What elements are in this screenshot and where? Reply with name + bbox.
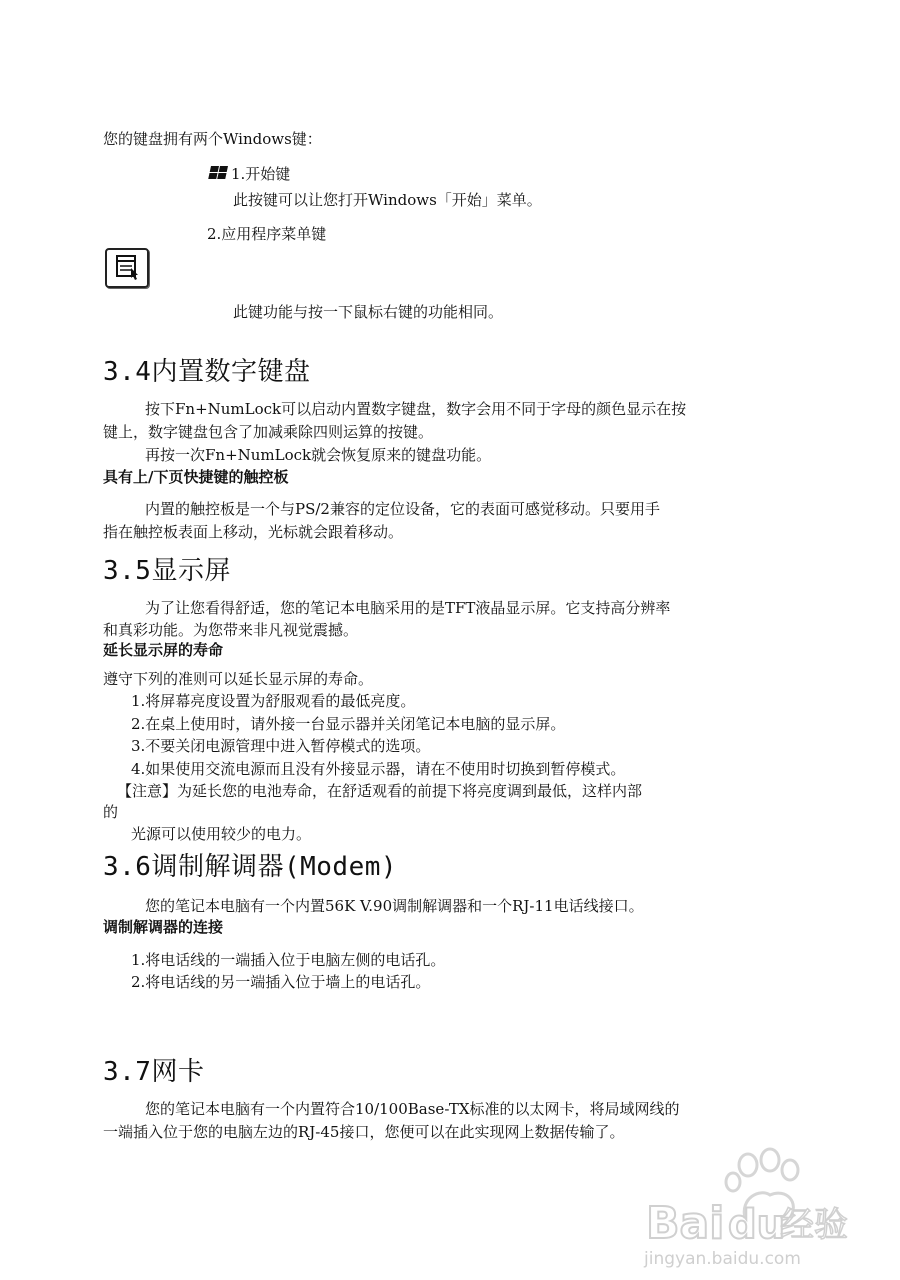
win-key-title <box>207 163 290 185</box>
list-item: 3.不要关闭电源管理中进入暂停模式的选项。 <box>131 737 431 755</box>
section-3-4-heading: 3.4内置数字键盘 <box>103 357 311 387</box>
list-item: 4.如果使用交流电源而且没有外接显示器，请在不使用时切换到暂停模式。 <box>131 760 626 778</box>
s35-paragraph-1-line-2: 和真彩功能。为您带来非凡视觉震撼。 <box>103 621 359 639</box>
s34-paragraph-3-line-2: 指在触控板表面上移动，光标就会跟着移动。 <box>103 523 404 541</box>
win-key-desc: 此按键可以让您打开Windows「开始」菜单。 <box>233 191 542 209</box>
modem-connection-subheading: 调制解调器的连接 <box>103 918 224 936</box>
s36-paragraph-1: 您的笔记本电脑有一个内置56K V.90调制解调器和一个RJ-11电话线接口。 <box>145 897 644 915</box>
win-key-label: 1.开始键 <box>231 165 291 183</box>
s35-paragraph-2: 遵守下列的准则可以延长显示屏的寿命。 <box>103 670 374 688</box>
display-lifespan-subheading: 延长显示屏的寿命 <box>103 641 224 659</box>
note-line-3: 光源可以使用较少的电力。 <box>131 825 312 843</box>
menu-key-icon <box>105 248 149 288</box>
s34-paragraph-1-line-2: 键上，数字键盘包含了加减乘除四则运算的按键。 <box>103 423 434 441</box>
intro-text: 您的键盘拥有两个Windows键： <box>103 130 322 148</box>
windows-logo-icon <box>207 166 229 180</box>
svg-text:du: du <box>728 1202 786 1248</box>
s35-paragraph-1-line-1: 为了让您看得舒适，您的笔记本电脑采用的是TFT液晶显示屏。它支持高分辨率 <box>145 599 671 617</box>
section-3-5-heading: 3.5显示屏 <box>103 556 231 586</box>
s34-paragraph-3-line-1: 内置的触控板是一个与PS/2兼容的定位设备，它的表面可感觉移动。只要用手 <box>145 500 660 518</box>
baidu-watermark-logo <box>640 1140 880 1270</box>
section-3-6-heading: 3.6调制解调器(Modem) <box>103 852 398 882</box>
svg-text:经验: 经验 <box>780 1205 848 1245</box>
note-line-2: 的 <box>103 803 119 821</box>
s34-paragraph-2: 再按一次Fn+NumLock就会恢复原来的键盘功能。 <box>145 446 492 464</box>
s34-paragraph-1-line-1: 按下Fn+NumLock可以启动内置数字键盘，数字会用不同于字母的颜色显示在按 <box>145 400 687 418</box>
list-item: 1.将屏幕亮度设置为舒服观看的最低亮度。 <box>131 692 416 710</box>
app-key-title: 2.应用程序菜单键 <box>207 225 327 243</box>
s37-paragraph-1-line-1: 您的笔记本电脑有一个内置符合10/100Base-TX标准的以太网卡，将局域网线的 <box>145 1100 680 1118</box>
note-line-1: 【注意】为延长您的电池寿命，在舒适观看的前提下将亮度调到最低，这样内部 <box>117 782 643 800</box>
list-item: 1.将电话线的一端插入位于电脑左侧的电话孔。 <box>131 951 446 969</box>
touchpad-subheading: 具有上/下页快捷键的触控板 <box>103 468 289 486</box>
section-3-7-heading: 3.7网卡 <box>103 1057 205 1087</box>
s37-paragraph-1-line-2: 一端插入位于您的电脑左边的RJ-45接口，您便可以在此实现网上数据传输了。 <box>103 1123 625 1141</box>
list-item: 2.在桌上使用时，请外接一台显示器并关闭笔记本电脑的显示屏。 <box>131 715 566 733</box>
app-key-desc: 此键功能与按一下鼠标右键的功能相同。 <box>233 303 504 321</box>
list-item: 2.将电话线的另一端插入位于墙上的电话孔。 <box>131 973 431 991</box>
svg-text:Bai: Bai <box>646 1198 725 1249</box>
svg-text:jingyan.baidu.com: jingyan.baidu.com <box>644 1249 801 1269</box>
